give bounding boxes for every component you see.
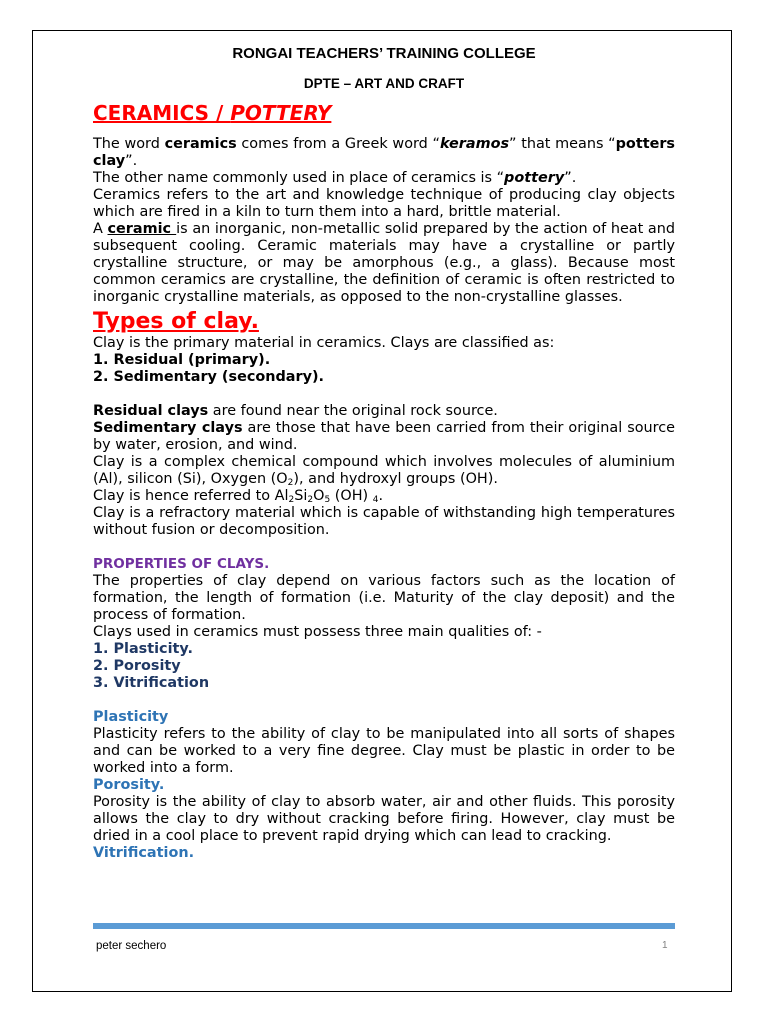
page-title [93, 101, 675, 125]
document-body [93, 40, 675, 862]
types-intro: Clay is the primary material in ceramics. Clays are classified as: [93, 335, 555, 351]
footer-author: peter sechero [96, 940, 167, 952]
formula-paragraph: Clay is hence referred to $Al_2Si_2O_5$ (OH) $_4$. [93, 488, 384, 505]
qualities-list-item: 1. Plasticity. [93, 641, 193, 657]
porosity-paragraph: Porosity is the ability of clay to absorb water, air and other fluids. This porosity allows the clay to dry without cracking before firing. However, clay must be dried in a cool place to prevent rapid drying which can lead to cracking. [93, 794, 675, 844]
qualities-list-item: 3. Vitrification [93, 675, 210, 691]
properties-paragraph-1: The properties of clay depend on various factors such as the location of formation, the length of formation (i.e. Maturity of the clay deposit) and the process of formation. [93, 573, 675, 623]
intro-paragraph-1: The word ceramics comes from a Greek word “keramos” that means “potters clay”. [93, 136, 675, 169]
properties-heading: PROPERTIES OF CLAYS. [93, 556, 270, 572]
intro-paragraph-3: Ceramics refers to the art and knowledge technique of producing clay objects which are fired in a kiln to turn them into a hard, brittle material. [93, 187, 675, 220]
title-part2: POTTERY [230, 101, 332, 125]
types-list-item: 2. Sedimentary (secondary). [93, 369, 325, 385]
plasticity-heading: Plasticity [93, 709, 169, 725]
types-heading: Types of clay. [93, 309, 259, 334]
porosity-heading: Porosity. [93, 777, 165, 793]
college-name: RONGAI TEACHERS’ TRAINING COLLEGE [232, 45, 536, 62]
page-number: 1 [662, 940, 668, 951]
intro-paragraph-2: The other name commonly used in place of ceramics is “pottery”. [93, 170, 577, 186]
intro-paragraph-4: A ceramic is an inorganic, non-metallic solid prepared by the action of heat and subsequent cooling. Ceramic materials may have a crystalline or partly crystalline structure, or may be amorphous (e.g., a glass). Because most common ceramics are crystalline, the definition of ceramic is often restricted to inorganic crystalline materials, as opposed to the non-crystalline glasses. [93, 221, 675, 305]
title-part1: CERAMICS / [93, 101, 231, 125]
plasticity-paragraph: Plasticity refers to the ability of clay to be manipulated into all sorts of shapes and can be worked to a very fine degree. Clay must be plastic in order to be worked into a form. [93, 726, 675, 776]
residual-paragraph: Residual clays are found near the original rock source. [93, 403, 498, 419]
department-name: DPTE – ART AND CRAFT [303, 76, 465, 91]
compound-paragraph: Clay is a complex chemical compound which involves molecules of aluminium (Al), silicon (Si), Oxygen $(O_2)$, and hydroxyl groups (OH). [93, 454, 675, 488]
properties-paragraph-2: Clays used in ceramics must possess three main qualities of: - [93, 624, 542, 640]
vitrification-heading: Vitrification. [93, 845, 195, 861]
sedimentary-paragraph: Sedimentary clays are those that have been carried from their original source by water, erosion, and wind. [93, 420, 675, 453]
qualities-list-item: 2. Porosity [93, 658, 181, 674]
types-list-item: 1. Residual (primary). [93, 352, 271, 368]
refractory-paragraph: Clay is a refractory material which is capable of withstanding high temperatures without fusion or decomposition. [93, 505, 675, 538]
footer-divider [93, 923, 675, 929]
